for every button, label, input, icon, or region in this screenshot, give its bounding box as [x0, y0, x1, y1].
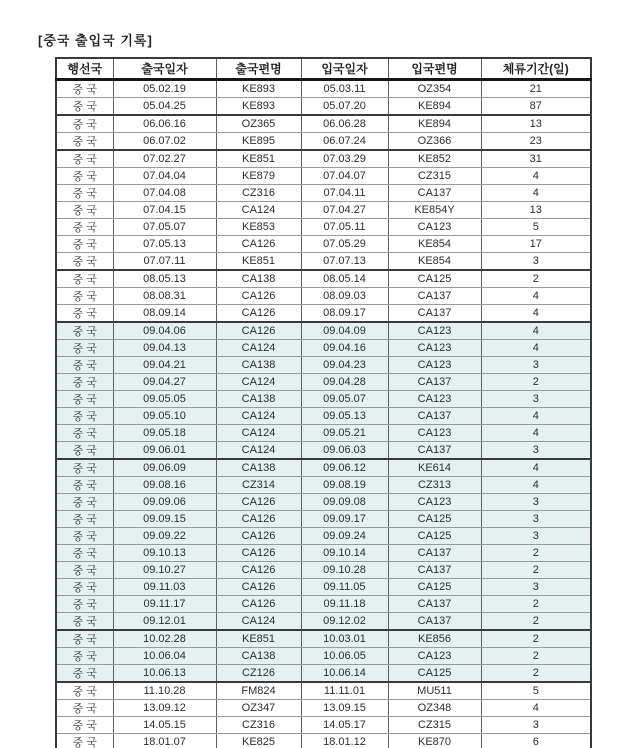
cell-arrival-date: 09.11.05 [301, 578, 388, 595]
cell-departure-flight: CA138 [216, 356, 301, 373]
cell-arrival-flight: CA123 [388, 390, 481, 407]
cell-arrival-flight: KE870 [388, 733, 481, 748]
cell-stay-days: 5 [481, 682, 591, 700]
table-row [56, 287, 591, 304]
cell-stay-days: 2 [481, 630, 591, 648]
cell-destination: 중 국 [56, 476, 113, 493]
cell-arrival-flight: CA125 [388, 664, 481, 682]
cell-destination: 중 국 [56, 150, 113, 168]
table-row [56, 493, 591, 510]
cell-destination: 중 국 [56, 733, 113, 748]
cell-arrival-flight: KE856 [388, 630, 481, 648]
cell-arrival-date: 09.10.14 [301, 544, 388, 561]
cell-destination: 중 국 [56, 612, 113, 630]
cell-arrival-date: 08.09.17 [301, 304, 388, 322]
cell-arrival-flight: CA123 [388, 322, 481, 340]
cell-arrival-flight: OZ348 [388, 699, 481, 716]
cell-departure-date: 10.06.04 [113, 647, 216, 664]
cell-departure-date: 08.05.13 [113, 270, 216, 288]
cell-stay-days: 4 [481, 699, 591, 716]
cell-destination: 중 국 [56, 115, 113, 133]
cell-arrival-flight: KE854 [388, 252, 481, 270]
cell-arrival-flight: KE614 [388, 459, 481, 477]
cell-arrival-date: 07.04.27 [301, 201, 388, 218]
cell-arrival-date: 09.06.12 [301, 459, 388, 477]
cell-arrival-flight: CA123 [388, 356, 481, 373]
cell-departure-flight: CA126 [216, 510, 301, 527]
cell-arrival-date: 09.04.16 [301, 339, 388, 356]
table-row [56, 424, 591, 441]
cell-stay-days: 13 [481, 201, 591, 218]
table-row [56, 699, 591, 716]
cell-departure-date: 09.05.18 [113, 424, 216, 441]
cell-stay-days: 2 [481, 612, 591, 630]
table-row [56, 79, 591, 97]
cell-departure-date: 07.05.13 [113, 235, 216, 252]
cell-stay-days: 23 [481, 132, 591, 150]
cell-departure-date: 09.11.17 [113, 595, 216, 612]
cell-arrival-flight: KE854Y [388, 201, 481, 218]
cell-stay-days: 5 [481, 218, 591, 235]
cell-arrival-flight: CZ315 [388, 167, 481, 184]
table-row [56, 510, 591, 527]
cell-departure-date: 09.04.21 [113, 356, 216, 373]
cell-departure-date: 08.08.31 [113, 287, 216, 304]
cell-departure-flight: CA126 [216, 322, 301, 340]
cell-stay-days: 3 [481, 390, 591, 407]
cell-destination: 중 국 [56, 184, 113, 201]
cell-departure-date: 05.02.19 [113, 79, 216, 97]
cell-destination: 중 국 [56, 544, 113, 561]
cell-destination: 중 국 [56, 201, 113, 218]
cell-destination: 중 국 [56, 356, 113, 373]
cell-stay-days: 3 [481, 493, 591, 510]
cell-arrival-date: 09.04.28 [301, 373, 388, 390]
cell-destination: 중 국 [56, 441, 113, 459]
cell-stay-days: 21 [481, 79, 591, 97]
table-header-row [56, 58, 591, 79]
cell-stay-days: 4 [481, 322, 591, 340]
table-row [56, 356, 591, 373]
cell-departure-date: 09.06.01 [113, 441, 216, 459]
cell-departure-date: 07.04.04 [113, 167, 216, 184]
table-row [56, 322, 591, 340]
cell-departure-date: 18.01.07 [113, 733, 216, 748]
cell-destination: 중 국 [56, 595, 113, 612]
cell-departure-flight: CA126 [216, 578, 301, 595]
cell-departure-date: 07.05.07 [113, 218, 216, 235]
cell-departure-flight: OZ347 [216, 699, 301, 716]
cell-destination: 중 국 [56, 97, 113, 115]
cell-arrival-flight: MU511 [388, 682, 481, 700]
column-header-stay-days: 체류기간(일) [481, 58, 591, 79]
cell-arrival-flight: OZ354 [388, 79, 481, 97]
cell-arrival-date: 09.12.02 [301, 612, 388, 630]
cell-arrival-flight: CA137 [388, 287, 481, 304]
table-row [56, 407, 591, 424]
column-header-departure-flight: 출국편명 [216, 58, 301, 79]
cell-stay-days: 2 [481, 270, 591, 288]
cell-destination: 중 국 [56, 459, 113, 477]
cell-destination: 중 국 [56, 304, 113, 322]
cell-arrival-flight: KE894 [388, 115, 481, 133]
cell-stay-days: 4 [481, 287, 591, 304]
table-row [56, 476, 591, 493]
cell-stay-days: 4 [481, 407, 591, 424]
cell-departure-date: 11.10.28 [113, 682, 216, 700]
cell-arrival-flight: CA137 [388, 595, 481, 612]
cell-stay-days: 13 [481, 115, 591, 133]
cell-stay-days: 3 [481, 510, 591, 527]
cell-departure-date: 09.10.27 [113, 561, 216, 578]
cell-arrival-flight: CA123 [388, 493, 481, 510]
column-header-destination: 행선국 [56, 58, 113, 79]
cell-departure-flight: CA124 [216, 201, 301, 218]
table-row [56, 150, 591, 168]
cell-departure-flight: CA124 [216, 612, 301, 630]
cell-destination: 중 국 [56, 287, 113, 304]
cell-arrival-date: 07.07.13 [301, 252, 388, 270]
cell-stay-days: 3 [481, 716, 591, 733]
cell-arrival-date: 08.05.14 [301, 270, 388, 288]
cell-destination: 중 국 [56, 132, 113, 150]
cell-arrival-flight: CA125 [388, 527, 481, 544]
cell-arrival-flight: CA123 [388, 218, 481, 235]
cell-destination: 중 국 [56, 218, 113, 235]
cell-departure-date: 07.07.11 [113, 252, 216, 270]
cell-departure-date: 09.09.22 [113, 527, 216, 544]
table-row [56, 373, 591, 390]
cell-arrival-date: 09.08.19 [301, 476, 388, 493]
cell-arrival-date: 09.06.03 [301, 441, 388, 459]
cell-departure-date: 09.12.01 [113, 612, 216, 630]
table-row [56, 664, 591, 682]
cell-stay-days: 3 [481, 578, 591, 595]
cell-arrival-date: 09.11.18 [301, 595, 388, 612]
cell-departure-date: 09.06.09 [113, 459, 216, 477]
cell-arrival-flight: CA123 [388, 647, 481, 664]
cell-stay-days: 4 [481, 424, 591, 441]
cell-stay-days: 17 [481, 235, 591, 252]
cell-destination: 중 국 [56, 527, 113, 544]
cell-departure-flight: CA126 [216, 561, 301, 578]
cell-arrival-flight: KE852 [388, 150, 481, 168]
table-row [56, 441, 591, 459]
records-table [55, 57, 592, 748]
cell-arrival-date: 05.03.11 [301, 79, 388, 97]
cell-departure-flight: CA124 [216, 373, 301, 390]
cell-destination: 중 국 [56, 407, 113, 424]
cell-departure-date: 09.10.13 [113, 544, 216, 561]
cell-departure-flight: CA126 [216, 235, 301, 252]
cell-arrival-date: 05.07.20 [301, 97, 388, 115]
cell-departure-date: 14.05.15 [113, 716, 216, 733]
cell-departure-flight: CZ126 [216, 664, 301, 682]
column-header-departure-date: 출국일자 [113, 58, 216, 79]
cell-stay-days: 4 [481, 459, 591, 477]
cell-departure-flight: CA124 [216, 407, 301, 424]
cell-stay-days: 87 [481, 97, 591, 115]
cell-destination: 중 국 [56, 664, 113, 682]
cell-arrival-flight: KE854 [388, 235, 481, 252]
cell-stay-days: 4 [481, 476, 591, 493]
cell-departure-date: 09.05.05 [113, 390, 216, 407]
cell-arrival-flight: CA137 [388, 441, 481, 459]
table-row [56, 612, 591, 630]
cell-departure-flight: CA138 [216, 459, 301, 477]
cell-stay-days: 3 [481, 441, 591, 459]
cell-departure-flight: KE893 [216, 79, 301, 97]
cell-departure-date: 13.09.12 [113, 699, 216, 716]
table-row [56, 595, 591, 612]
cell-stay-days: 2 [481, 373, 591, 390]
cell-arrival-flight: CZ313 [388, 476, 481, 493]
cell-destination: 중 국 [56, 373, 113, 390]
cell-destination: 중 국 [56, 716, 113, 733]
cell-departure-flight: CA126 [216, 595, 301, 612]
cell-arrival-date: 09.05.13 [301, 407, 388, 424]
table-row [56, 733, 591, 748]
cell-departure-flight: CA138 [216, 647, 301, 664]
cell-departure-flight: CA138 [216, 390, 301, 407]
cell-arrival-date: 09.04.09 [301, 322, 388, 340]
cell-stay-days: 3 [481, 527, 591, 544]
cell-arrival-date: 10.03.01 [301, 630, 388, 648]
table-row [56, 647, 591, 664]
cell-destination: 중 국 [56, 630, 113, 648]
cell-arrival-flight: KE894 [388, 97, 481, 115]
table-row [56, 252, 591, 270]
cell-destination: 중 국 [56, 493, 113, 510]
cell-departure-flight: CA138 [216, 270, 301, 288]
cell-arrival-date: 10.06.05 [301, 647, 388, 664]
cell-departure-flight: CA124 [216, 339, 301, 356]
cell-arrival-flight: CA123 [388, 424, 481, 441]
cell-departure-date: 10.02.28 [113, 630, 216, 648]
cell-arrival-date: 09.05.07 [301, 390, 388, 407]
table-row [56, 201, 591, 218]
cell-stay-days: 2 [481, 544, 591, 561]
cell-arrival-date: 06.06.28 [301, 115, 388, 133]
cell-departure-flight: KE893 [216, 97, 301, 115]
cell-destination: 중 국 [56, 682, 113, 700]
cell-arrival-date: 06.07.24 [301, 132, 388, 150]
cell-departure-flight: CA126 [216, 287, 301, 304]
cell-arrival-flight: CA123 [388, 339, 481, 356]
table-row [56, 235, 591, 252]
table-row [56, 339, 591, 356]
cell-departure-date: 07.04.08 [113, 184, 216, 201]
cell-arrival-flight: CA125 [388, 510, 481, 527]
cell-arrival-date: 09.09.08 [301, 493, 388, 510]
cell-stay-days: 2 [481, 561, 591, 578]
cell-departure-date: 09.09.15 [113, 510, 216, 527]
cell-arrival-flight: CA137 [388, 561, 481, 578]
cell-stay-days: 3 [481, 356, 591, 373]
cell-arrival-date: 07.05.29 [301, 235, 388, 252]
cell-arrival-date: 09.04.23 [301, 356, 388, 373]
cell-departure-flight: KE851 [216, 150, 301, 168]
cell-departure-flight: KE851 [216, 252, 301, 270]
cell-destination: 중 국 [56, 578, 113, 595]
cell-arrival-flight: CA137 [388, 373, 481, 390]
cell-departure-date: 09.04.13 [113, 339, 216, 356]
cell-destination: 중 국 [56, 561, 113, 578]
cell-departure-flight: OZ365 [216, 115, 301, 133]
cell-departure-flight: KE853 [216, 218, 301, 235]
cell-stay-days: 3 [481, 252, 591, 270]
table-row [56, 97, 591, 115]
cell-stay-days: 2 [481, 647, 591, 664]
cell-departure-flight: KE879 [216, 167, 301, 184]
table-row [56, 630, 591, 648]
cell-stay-days: 31 [481, 150, 591, 168]
cell-destination: 중 국 [56, 322, 113, 340]
cell-arrival-flight: CA137 [388, 407, 481, 424]
cell-departure-date: 06.07.02 [113, 132, 216, 150]
cell-stay-days: 2 [481, 595, 591, 612]
column-header-arrival-flight: 입국편명 [388, 58, 481, 79]
cell-arrival-date: 09.10.28 [301, 561, 388, 578]
cell-departure-flight: CA126 [216, 527, 301, 544]
cell-arrival-date: 09.09.17 [301, 510, 388, 527]
cell-departure-flight: CA124 [216, 424, 301, 441]
cell-arrival-flight: CA137 [388, 612, 481, 630]
table-row [56, 167, 591, 184]
table-row [56, 527, 591, 544]
cell-destination: 중 국 [56, 424, 113, 441]
cell-destination: 중 국 [56, 270, 113, 288]
cell-departure-flight: KE895 [216, 132, 301, 150]
cell-stay-days: 6 [481, 733, 591, 748]
cell-departure-flight: CZ314 [216, 476, 301, 493]
cell-departure-flight: KE825 [216, 733, 301, 748]
table-body [56, 79, 591, 748]
cell-arrival-flight: CA137 [388, 184, 481, 201]
cell-departure-date: 09.05.10 [113, 407, 216, 424]
table-row [56, 304, 591, 322]
cell-departure-date: 10.06.13 [113, 664, 216, 682]
table-row [56, 544, 591, 561]
cell-destination: 중 국 [56, 167, 113, 184]
cell-destination: 중 국 [56, 235, 113, 252]
table-row [56, 218, 591, 235]
table-row [56, 184, 591, 201]
cell-departure-flight: FM824 [216, 682, 301, 700]
table-row [56, 561, 591, 578]
cell-destination: 중 국 [56, 390, 113, 407]
cell-departure-date: 09.04.27 [113, 373, 216, 390]
table-row [56, 115, 591, 133]
cell-departure-date: 09.04.06 [113, 322, 216, 340]
cell-departure-flight: CA124 [216, 441, 301, 459]
cell-departure-date: 05.04.25 [113, 97, 216, 115]
cell-arrival-date: 09.05.21 [301, 424, 388, 441]
cell-arrival-flight: CA137 [388, 544, 481, 561]
cell-stay-days: 2 [481, 664, 591, 682]
cell-destination: 중 국 [56, 510, 113, 527]
table-row [56, 390, 591, 407]
cell-arrival-date: 09.09.24 [301, 527, 388, 544]
cell-arrival-date: 13.09.15 [301, 699, 388, 716]
cell-arrival-date: 08.09.03 [301, 287, 388, 304]
cell-stay-days: 4 [481, 339, 591, 356]
cell-departure-date: 07.04.15 [113, 201, 216, 218]
cell-departure-date: 06.06.16 [113, 115, 216, 133]
cell-arrival-date: 18.01.12 [301, 733, 388, 748]
cell-arrival-date: 10.06.14 [301, 664, 388, 682]
cell-arrival-date: 07.04.11 [301, 184, 388, 201]
cell-stay-days: 4 [481, 184, 591, 201]
cell-destination: 중 국 [56, 79, 113, 97]
cell-destination: 중 국 [56, 252, 113, 270]
cell-arrival-flight: CA137 [388, 304, 481, 322]
cell-arrival-date: 14.05.17 [301, 716, 388, 733]
cell-destination: 중 국 [56, 339, 113, 356]
column-header-arrival-date: 입국일자 [301, 58, 388, 79]
cell-arrival-flight: OZ366 [388, 132, 481, 150]
cell-arrival-date: 07.03.29 [301, 150, 388, 168]
page-title: [중국 출입국 기록] [38, 33, 153, 48]
cell-departure-flight: KE851 [216, 630, 301, 648]
cell-arrival-date: 11.11.01 [301, 682, 388, 700]
table-row [56, 459, 591, 477]
cell-stay-days: 4 [481, 304, 591, 322]
cell-arrival-date: 07.04.07 [301, 167, 388, 184]
cell-departure-date: 08.09.14 [113, 304, 216, 322]
cell-departure-date: 09.11.03 [113, 578, 216, 595]
cell-arrival-flight: CZ315 [388, 716, 481, 733]
cell-destination: 중 국 [56, 647, 113, 664]
table-row [56, 132, 591, 150]
cell-arrival-flight: CA125 [388, 270, 481, 288]
cell-departure-date: 09.08.16 [113, 476, 216, 493]
cell-destination: 중 국 [56, 699, 113, 716]
cell-departure-date: 09.09.06 [113, 493, 216, 510]
cell-departure-date: 07.02.27 [113, 150, 216, 168]
cell-departure-flight: CZ316 [216, 716, 301, 733]
cell-arrival-flight: CA125 [388, 578, 481, 595]
table-row [56, 270, 591, 288]
cell-departure-flight: CZ316 [216, 184, 301, 201]
cell-departure-flight: CA126 [216, 493, 301, 510]
cell-departure-flight: CA126 [216, 544, 301, 561]
table-row [56, 578, 591, 595]
cell-departure-flight: CA126 [216, 304, 301, 322]
cell-stay-days: 4 [481, 167, 591, 184]
table-row [56, 716, 591, 733]
cell-arrival-date: 07.05.11 [301, 218, 388, 235]
table-row [56, 682, 591, 700]
